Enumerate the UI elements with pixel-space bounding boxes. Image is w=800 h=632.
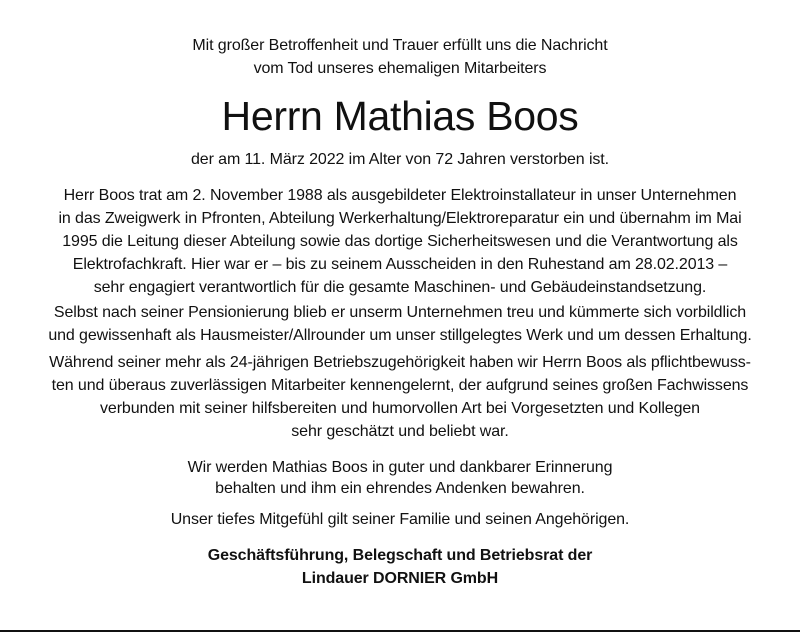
intro-line-2: vom Tod unseres ehemaligen Mitarbeiters bbox=[253, 60, 547, 77]
signature-company: Lindauer DORNIER GmbH bbox=[301, 570, 499, 587]
death-date-line: der am 11. März 2022 im Alter von 72 Jahren verstorben ist. bbox=[190, 151, 609, 168]
signature-line-1: Geschäftsführung, Belegschaft und Betriebsrat der bbox=[207, 547, 593, 564]
intro-line-1: Mit großer Betroffenheit und Trauer erfüllt uns die Nachricht bbox=[192, 37, 608, 54]
career-paragraph-line-5: sehr engagiert verantwortlich für die gesamte Maschinen- und Gebäudeinstandsetzung. bbox=[93, 279, 707, 296]
career-paragraph-line-2: in das Zweigwerk in Pfronten, Abteilung Werkerhaltung/Elektroreparatur ein und übernahm im Mai bbox=[58, 210, 742, 227]
remembrance-line-2: behalten und ihm ein ehrendes Andenken bewahren. bbox=[215, 480, 585, 497]
tribute-paragraph-line-4: sehr geschätzt und beliebt war. bbox=[291, 423, 509, 440]
tribute-paragraph-line-3: verbunden mit seiner hilfsbereiten und humorvollen Art bei Vorgesetzten und Kollegen bbox=[100, 400, 700, 417]
retirement-paragraph-line-2: und gewissenhaft als Hausmeister/Allrounder um unser stillgelegtes Werk und um dessen Erhaltung. bbox=[48, 327, 752, 344]
tribute-paragraph-line-1: Während seiner mehr als 24-jährigen Betriebszugehörigkeit haben wir Herrn Boos als pflichtbewuss- bbox=[49, 354, 751, 371]
career-paragraph-line-3: 1995 die Leitung dieser Abteilung sowie das dortige Sicherheitswesen und die Verantwortung als bbox=[62, 233, 738, 250]
career-paragraph-line-4: Elektrofachkraft. Hier war er – bis zu seinem Ausscheiden in den Ruhestand am 28.02.2013 – bbox=[72, 256, 728, 273]
tribute-paragraph-line-2: ten und überaus zuverlässigen Mitarbeiter kennengelernt, der aufgrund seines großen Fachwissens bbox=[51, 377, 749, 394]
deceased-name: Herrn Mathias Boos bbox=[221, 93, 579, 139]
remembrance-line-1: Wir werden Mathias Boos in guter und dankbarer Erinnerung bbox=[187, 459, 613, 476]
retirement-paragraph-line-1: Selbst nach seiner Pensionierung blieb er unserm Unternehmen treu und kümmerte sich vorbildlich bbox=[53, 304, 747, 321]
condolence-line: Unser tiefes Mitgefühl gilt seiner Familie und seinen Angehörigen. bbox=[170, 511, 630, 528]
career-paragraph-line-1: Herr Boos trat am 2. November 1988 als ausgebildeter Elektroinstallateur in unser Unternehmen bbox=[63, 187, 737, 204]
